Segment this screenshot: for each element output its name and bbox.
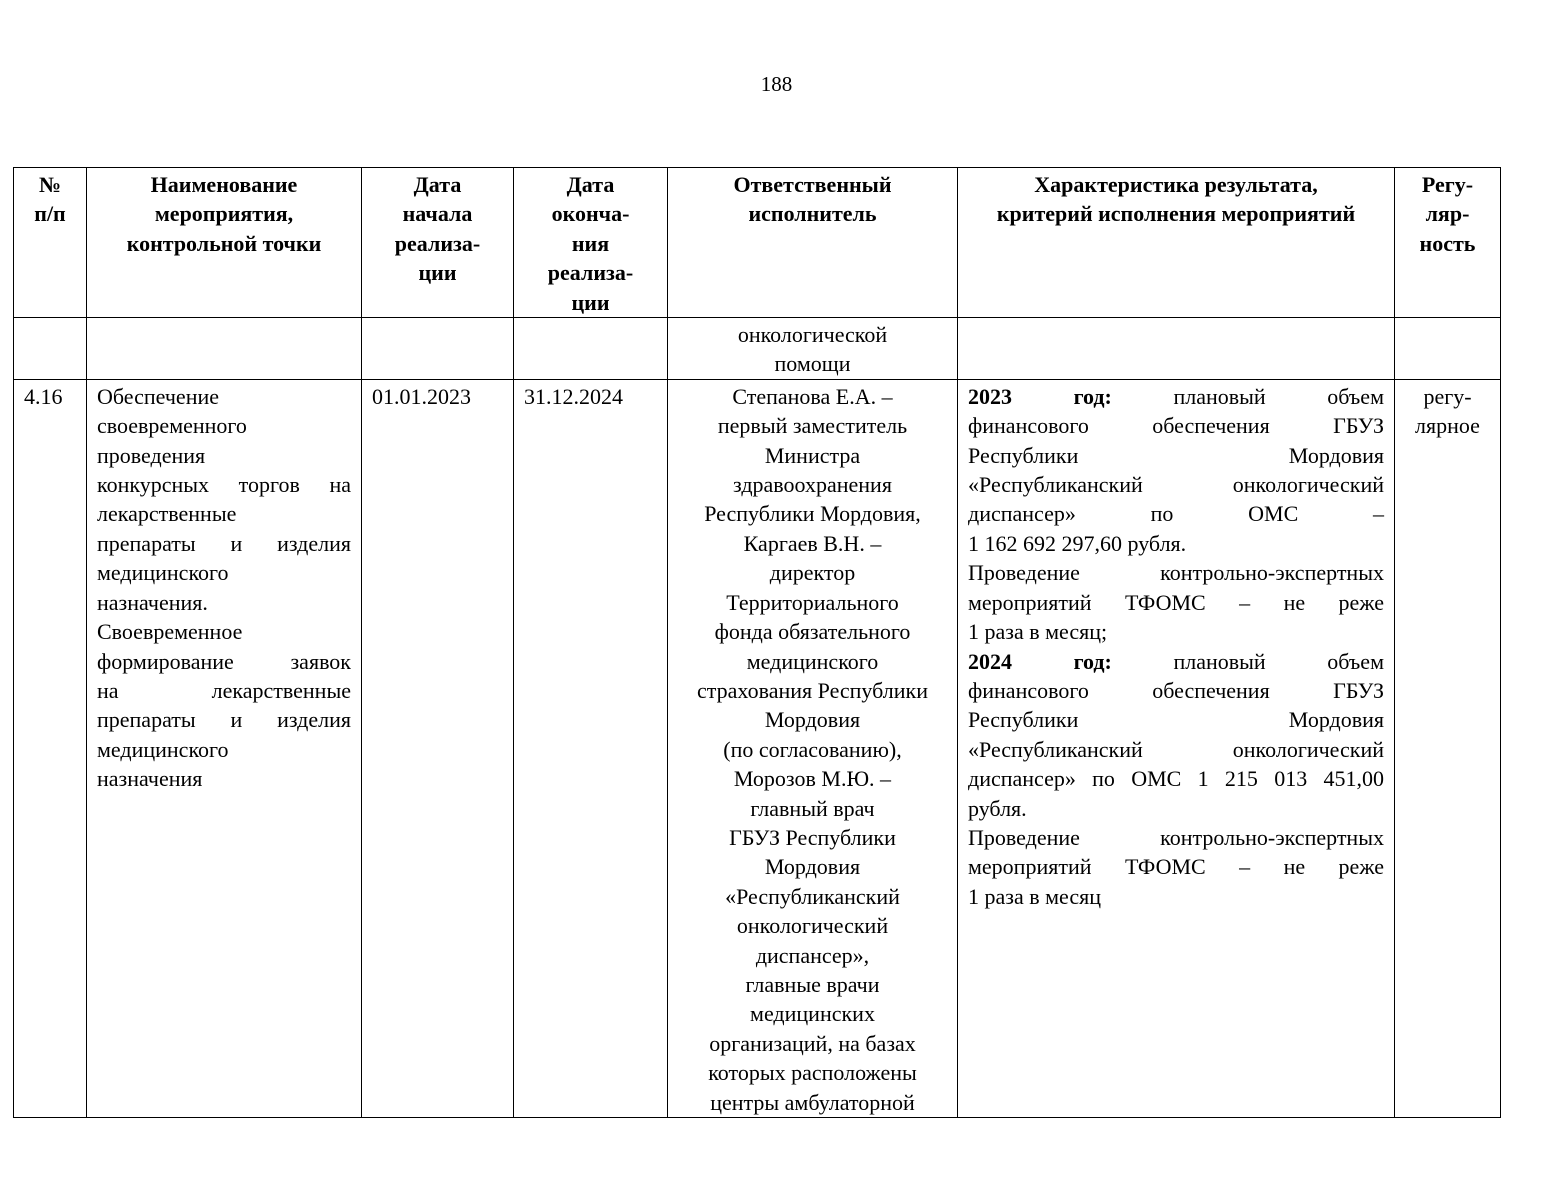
cont-end-cell xyxy=(514,318,668,380)
result-2023-first-line: 2023 год: плановый объем xyxy=(968,383,1384,409)
cont-result-cell xyxy=(958,318,1395,380)
row-end-date: 31.12.2024 xyxy=(514,379,668,1117)
header-responsible: Ответственный исполнитель xyxy=(668,168,958,318)
row-regularity: регу- лярное xyxy=(1395,379,1501,1117)
table-row xyxy=(14,379,1501,1117)
header-end-date: Дата оконча- ния реализа- ции xyxy=(514,168,668,318)
result-2024-label: 2024 год: xyxy=(968,648,1112,674)
continuation-row xyxy=(14,318,1501,380)
row-num: 4.16 xyxy=(14,379,87,1117)
header-num: № п/п xyxy=(14,168,87,318)
cont-regularity-cell xyxy=(1395,318,1501,380)
cont-num-cell xyxy=(14,318,87,380)
header-start-date: Дата начала реализа- ции xyxy=(362,168,514,318)
row-responsible: Степанова Е.А. – первый заместитель Министра здравоохранения Республики Мордовия, Каргаев В.Н. – директор Территориального фонда обязательного медицинского страхования Республики Мордовия (по согласованию), Морозов М.Ю. – главный врач ГБУЗ Республики Мордовия «Республиканский онкологический диспансер», главные врачи медицинских организаций, на базах которых расположены центры амбулаторной xyxy=(668,379,958,1117)
result-2024-first-line: 2024 год: плановый объем xyxy=(968,648,1384,674)
header-name: Наименование мероприятия, контрольной точки xyxy=(87,168,362,318)
cont-responsible-cell: онкологической помощи xyxy=(668,318,958,380)
header-row xyxy=(14,168,1501,318)
result-2023-label: 2023 год: xyxy=(968,383,1112,409)
row-name: Обеспечение своевременного проведения конкурсных торгов на лекарственные препараты и изделия медицинского назначения. Своевременное формирование заявок на лекарственные препараты и изделия медицинского назначения xyxy=(87,379,362,1117)
cont-start-cell xyxy=(362,318,514,380)
header-regularity: Регу- ляр- ность xyxy=(1395,168,1501,318)
page-number: 188 xyxy=(760,72,793,96)
plan-table xyxy=(13,167,1501,1118)
row-result: 2023 год: плановый объем финансового обеспечения ГБУЗ Республики Мордовия «Республиканский онкологический диспансер» по ОМС – 1 162 692 297,60 рубля. Проведение контрольно-экспертных мероприятий ТФОМС – не реже 1 раза в месяц; 2024 год: плановый объем финансового обеспечения ГБУЗ Республики Мордовия «Республиканский онкологический диспансер» по ОМС 1 215 013 451,00 рубля. Проведение контрольно-экспертных мероприятий ТФОМС – не реже 1 раза в месяц xyxy=(958,379,1395,1117)
row-start-date: 01.01.2023 xyxy=(362,379,514,1117)
header-result: Характеристика результата, критерий исполнения мероприятий xyxy=(958,168,1395,318)
cont-name-cell xyxy=(87,318,362,380)
